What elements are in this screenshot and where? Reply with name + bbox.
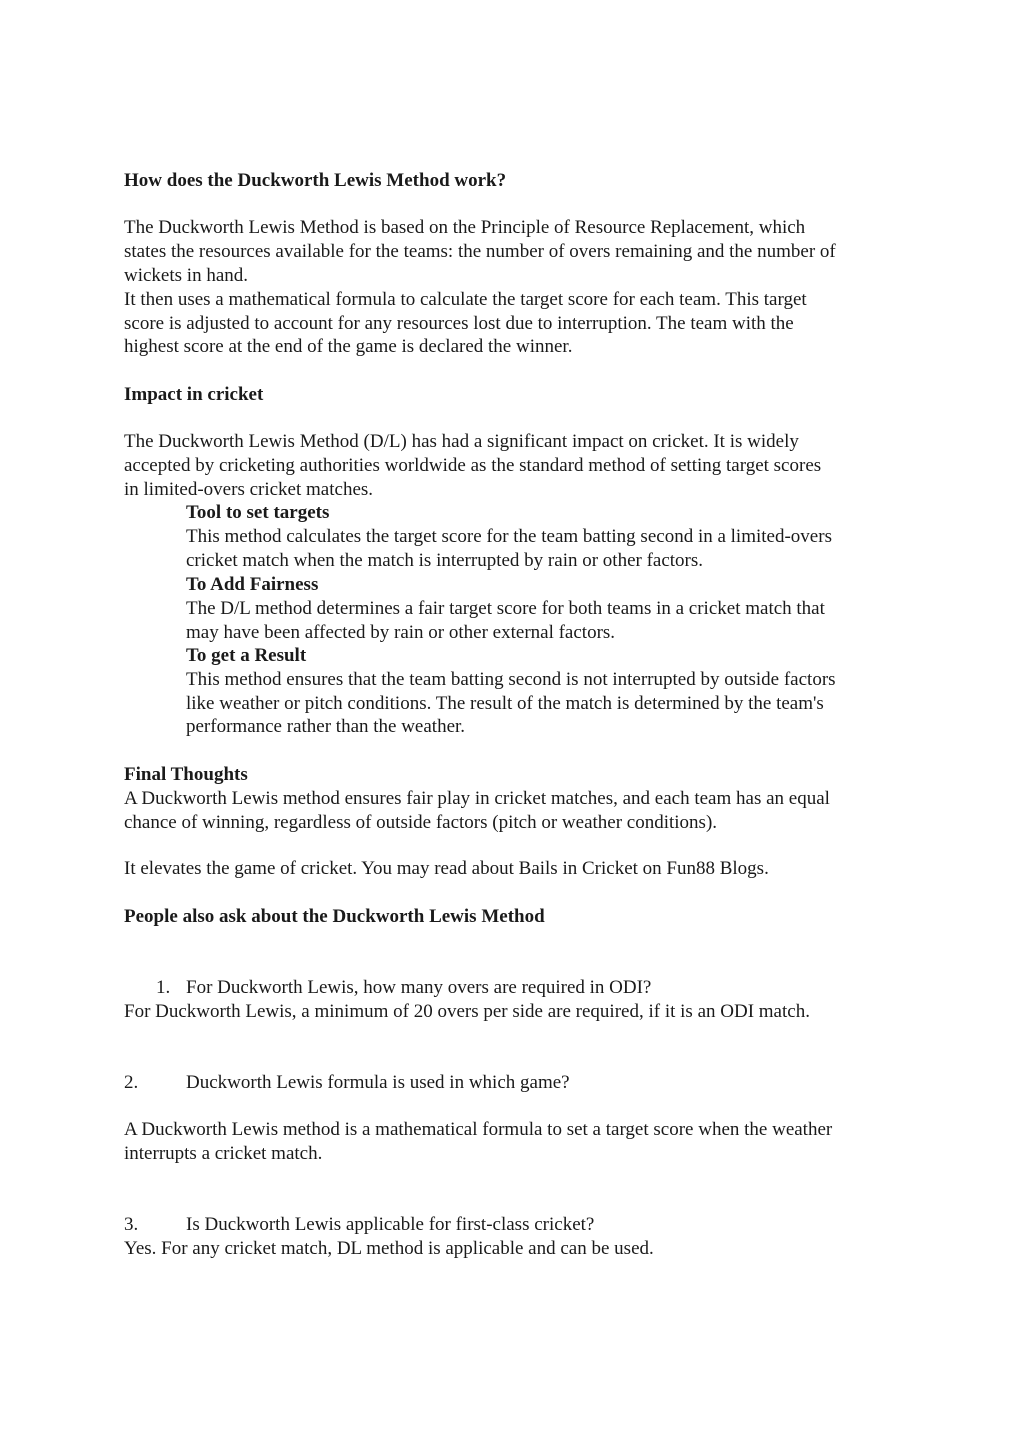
paragraph-line: The Duckworth Lewis Method (D/L) has had a significant impact on cricket. It is widely: [124, 431, 799, 452]
faq-number: 2.: [124, 1072, 139, 1093]
paragraph-line: highest score at the end of the game is declared the winner.: [124, 336, 573, 357]
section-heading-impact: Impact in cricket: [124, 384, 264, 405]
faq-answer: interrupts a cricket match.: [124, 1143, 323, 1164]
subheading-to-get-a-result: To get a Result: [186, 645, 307, 666]
indented-line: The D/L method determines a fair target score for both teams in a cricket match that: [186, 598, 825, 619]
section-heading-how-it-works: How does the Duckworth Lewis Method work?: [124, 170, 507, 191]
faq-answer: A Duckworth Lewis method is a mathematical formula to set a target score when the weather: [124, 1119, 833, 1140]
indented-line: This method calculates the target score for the team batting second in a limited-overs: [186, 526, 832, 547]
faq-answer: For Duckworth Lewis, a minimum of 20 overs per side are required, if it is an ODI match.: [124, 1001, 810, 1022]
subheading-tool-to-set-targets: Tool to set targets: [186, 502, 330, 523]
paragraph-line: It elevates the game of cricket. You may read about Bails in Cricket on Fun88 Blogs.: [124, 858, 769, 879]
faq-question: For Duckworth Lewis, how many overs are required in ODI?: [186, 977, 652, 998]
paragraph-line: chance of winning, regardless of outside factors (pitch or weather conditions).: [124, 812, 718, 833]
indented-line: may have been affected by rain or other external factors.: [186, 622, 616, 643]
paragraph-line: wickets in hand.: [124, 265, 249, 286]
indented-line: performance rather than the weather.: [186, 716, 466, 737]
indented-line: like weather or pitch conditions. The result of the match is determined by the team's: [186, 693, 824, 714]
subheading-to-add-fairness: To Add Fairness: [186, 574, 319, 595]
paragraph-line: accepted by cricketing authorities worldwide as the standard method of setting target scores: [124, 455, 822, 476]
indented-line: This method ensures that the team batting second is not interrupted by outside factors: [186, 669, 836, 690]
paragraph-line: in limited-overs cricket matches.: [124, 479, 374, 500]
section-heading-final-thoughts: Final Thoughts: [124, 764, 248, 785]
faq-number: 1.: [156, 977, 171, 998]
section-heading-faq: People also ask about the Duckworth Lewis Method: [124, 906, 545, 927]
paragraph-line: The Duckworth Lewis Method is based on the Principle of Resource Replacement, which: [124, 217, 806, 238]
paragraph-line: score is adjusted to account for any resources lost due to interruption. The team with the: [124, 313, 794, 334]
indented-line: cricket match when the match is interrupted by rain or other factors.: [186, 550, 704, 571]
faq-question: Is Duckworth Lewis applicable for first-class cricket?: [186, 1214, 595, 1235]
paragraph-line: It then uses a mathematical formula to calculate the target score for each team. This target: [124, 289, 807, 310]
faq-answer: Yes. For any cricket match, DL method is applicable and can be used.: [124, 1238, 654, 1259]
paragraph-line: A Duckworth Lewis method ensures fair play in cricket matches, and each team has an equal: [124, 788, 830, 809]
faq-question: Duckworth Lewis formula is used in which game?: [186, 1072, 570, 1093]
faq-number: 3.: [124, 1214, 139, 1235]
paragraph-line: states the resources available for the teams: the number of overs remaining and the number of: [124, 241, 836, 262]
